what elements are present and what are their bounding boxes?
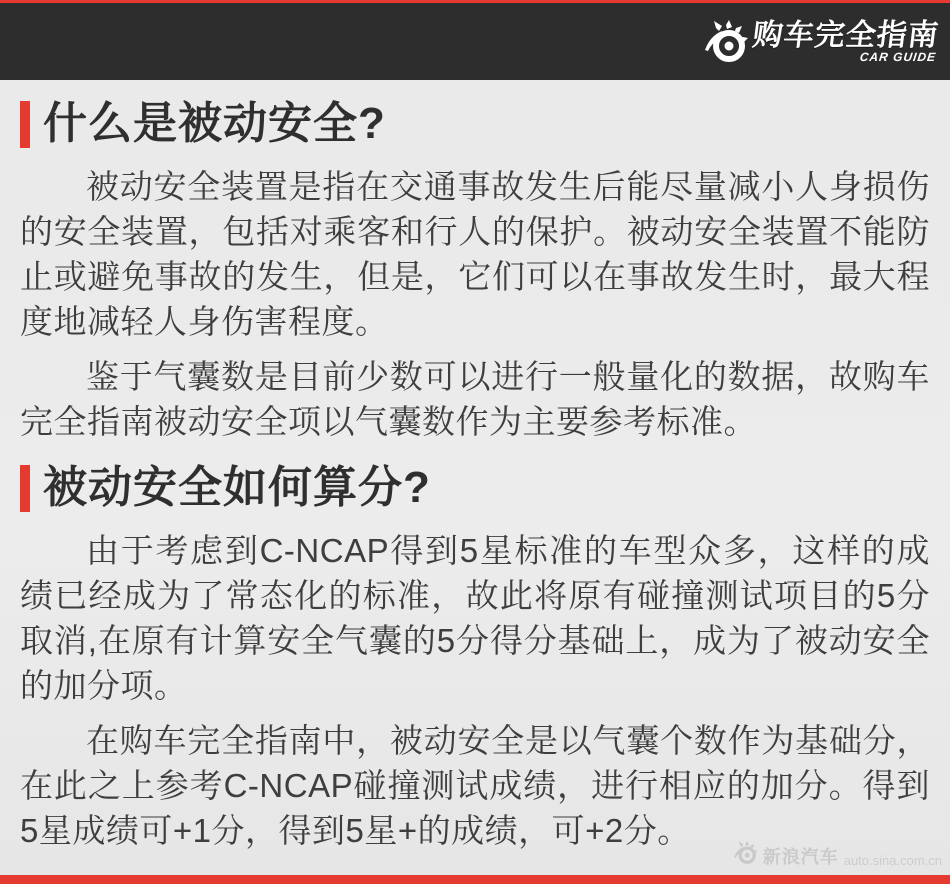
paragraph: 在购车完全指南中，被动安全是以气囊个数作为基础分，在此之上参考C-NCAP碰撞测试成绩，进行相应的加分。得到5星成绩可+1分，得到5星+的成绩，可+2分。 [20, 722, 930, 849]
section-title: 被动安全如何算分? [43, 463, 431, 512]
watermark-url: auto.sina.com.cn [843, 853, 942, 868]
watermark-brand: 新浪汽车 [762, 846, 839, 867]
paragraph: 鉴于气囊数是目前少数可以进行一般量化的数据，故购车完全指南被动安全项以气囊数作为主要参考标准。 [20, 358, 930, 440]
section-heading [20, 98, 930, 150]
heading-accent-bar [20, 465, 30, 512]
heading-accent-bar [20, 101, 30, 148]
logo-title: 购车完全指南 [750, 18, 941, 52]
section-how-passive-safety-scored [20, 462, 930, 853]
header-bar [0, 3, 950, 80]
car-guide-logo [702, 18, 941, 64]
section-heading [20, 462, 930, 514]
flame-wheel-icon [702, 20, 748, 64]
logo-text [749, 20, 940, 64]
section-title: 什么是被动安全? [43, 99, 386, 148]
paragraph: 被动安全装置是指在交通事故发生后能尽量减小人身损伤的安全装置，包括对乘客和行人的保护。被动安全装置不能防止或避免事故的发生，但是，它们可以在事故发生时，最大程度地减轻人身伤害程度。 [20, 168, 930, 340]
logo-subtitle: CAR GUIDE [858, 49, 938, 64]
section-what-is-passive-safety [20, 98, 930, 444]
bottom-red-strip [0, 875, 950, 884]
article-content [0, 80, 950, 853]
paragraph: 由于考虑到C-NCAP得到5星标准的车型众多，这样的成绩已经成为了常态化的标准，故此将原有碰撞测试项目的5分取消,在原有计算安全气囊的5分得分基础上，成为了被动安全的加分项。 [20, 532, 930, 704]
sina-eye-icon [732, 841, 758, 870]
sina-auto-watermark [732, 841, 942, 870]
